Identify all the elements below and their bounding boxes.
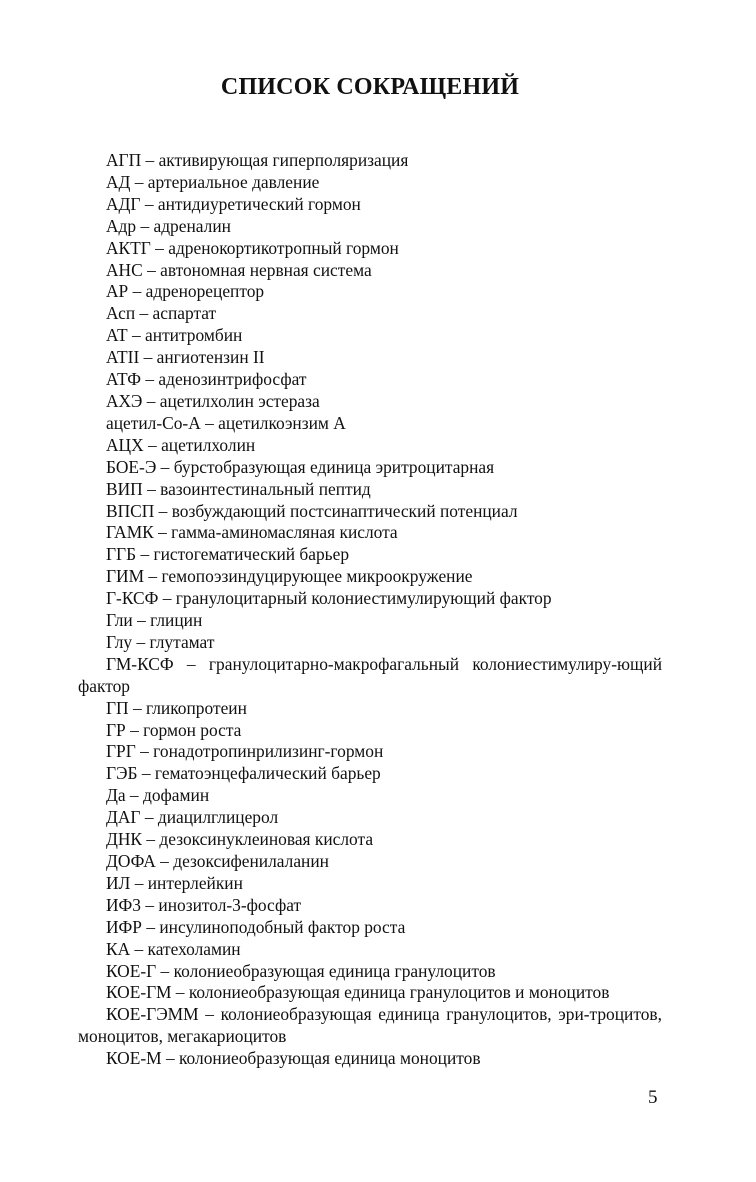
list-item: КОЕ-М – колониеобразующая единица моноцитов xyxy=(106,1048,481,1069)
list-item: ИФР – инсулиноподобный фактор роста xyxy=(106,916,406,937)
list-item: ацетил-Со-А – ацетилкоэнзим А xyxy=(106,412,346,433)
list-item: КОЕ-ГЭММ – колониеобразующая единица гранулоцитов, эри-троцитов, моноцитов, мегакариоцитов xyxy=(78,1004,662,1047)
list-item: АГП – активирующая гиперполяризация xyxy=(106,150,409,170)
list-item: ГМ-КСФ – гранулоцитарно-макрофагальный колониестимулиру-ющий фактор xyxy=(78,653,662,696)
list-item: АТ – антитромбин xyxy=(106,325,243,346)
list-item: Гли – глицин xyxy=(106,610,203,631)
list-item: Глу – глутамат xyxy=(106,631,215,652)
list-item: АР – адренорецептор xyxy=(106,281,265,302)
list-item: ГЭБ – гематоэнцефалический барьер xyxy=(106,763,381,784)
list-item: АХЭ – ацетилхолин эстераза xyxy=(106,390,320,411)
list-item: АДГ – антидиуретический гормон xyxy=(106,193,361,214)
list-item: АНС – автономная нервная система xyxy=(106,259,372,280)
list-item: Адр – адреналин xyxy=(106,215,231,236)
list-item: ИЛ – интерлейкин xyxy=(106,872,243,893)
list-item: ДОФА – дезоксифенилаланин xyxy=(106,851,329,871)
list-item: БОЕ-Э – бурстобразующая единица эритроцитарная xyxy=(106,456,495,477)
list-item: АКТГ – адренокортикотропный гормон xyxy=(106,237,399,258)
page-number: 5 xyxy=(648,1087,658,1108)
list-item: АД – артериальное давление xyxy=(106,171,320,192)
list-item: ГП – гликопротеин xyxy=(106,697,247,718)
page-title: СПИСОК СОКРАЩЕНИЙ xyxy=(220,74,520,100)
list-item: Г-КСФ – гранулоцитарный колониестимулирующий фактор xyxy=(106,588,552,609)
list-item: ГР – гормон роста xyxy=(106,719,242,740)
list-item: ДАГ – диацилглицерол xyxy=(106,807,279,828)
list-item: Да – дофамин xyxy=(106,785,210,806)
list-item: ГАМК – гамма-аминомасляная кислота xyxy=(106,522,398,543)
list-item: АТФ – аденозинтрифосфат xyxy=(106,369,307,390)
list-item: КОЕ-Г – колониеобразующая единица гранулоцитов xyxy=(106,960,496,981)
list-item: ДНК – дезоксинуклеиновая кислота xyxy=(106,829,374,850)
list-item: КОЕ-ГМ – колониеобразующая единица гранулоцитов и моноцитов xyxy=(106,982,610,1003)
list-item: КА – катехоламин xyxy=(106,938,241,959)
list-item: ВПСП – возбуждающий постсинаптический потенциал xyxy=(106,500,518,521)
list-item: ВИП – вазоинтестинальный пептид xyxy=(106,478,371,499)
list-item: ГРГ – гонадотропинрилизинг-гормон xyxy=(106,741,384,762)
list-item: Асп – аспартат xyxy=(106,303,217,324)
list-item: ИФ3 – инозитол-3-фосфат xyxy=(106,894,302,915)
list-item: АЦХ – ацетилхолин xyxy=(106,434,256,455)
list-item: ГГБ – гистогематический барьер xyxy=(106,544,350,565)
list-item: ГИМ – гемопоэзиндуцирующее микроокружение xyxy=(106,566,473,587)
abbreviation-list xyxy=(78,150,662,1070)
list-item: АТII – ангиотензин II xyxy=(106,347,265,368)
